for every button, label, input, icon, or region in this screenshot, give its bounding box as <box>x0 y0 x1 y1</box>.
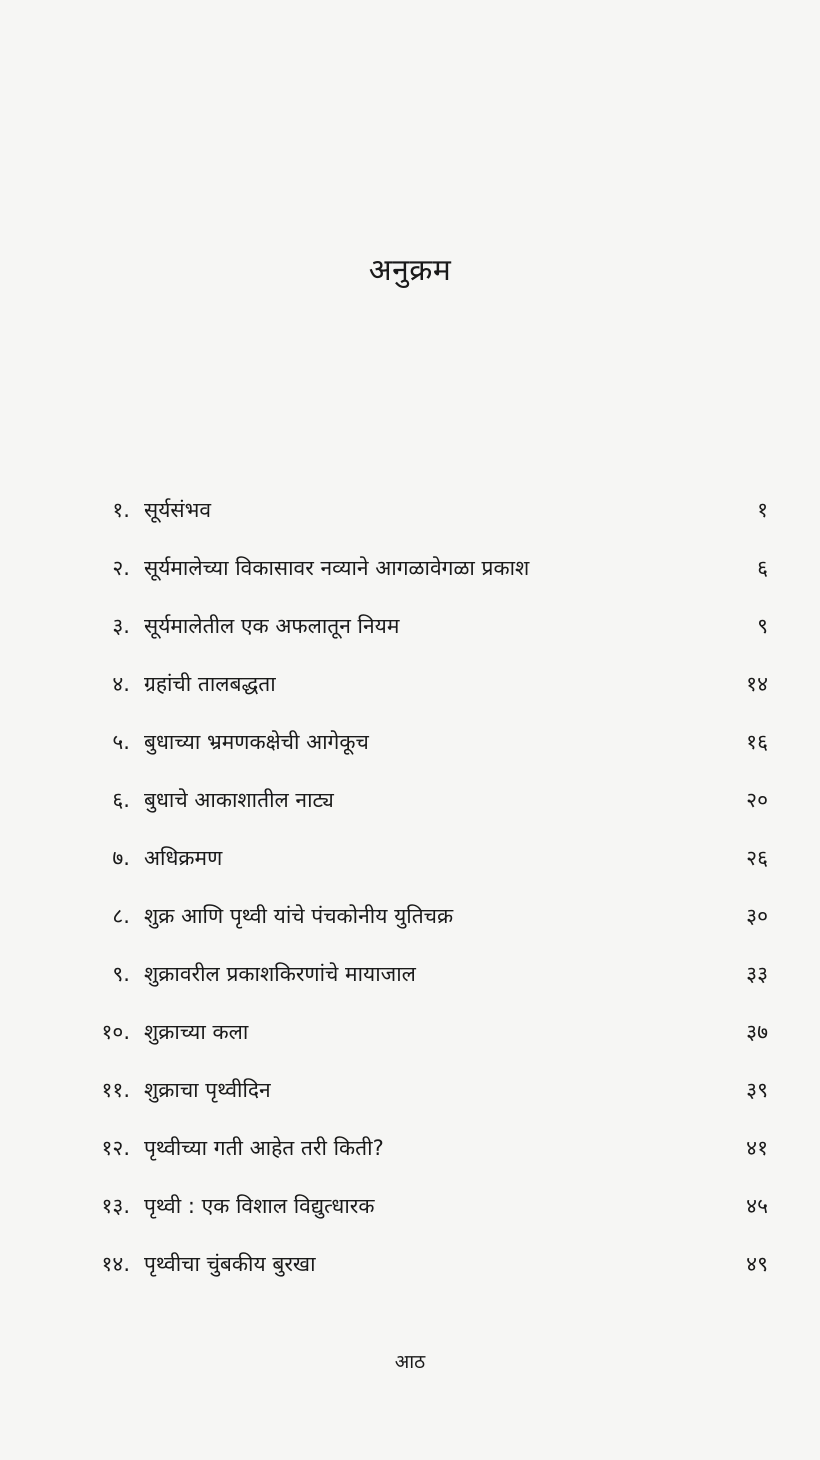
toc-entry-6 <box>68 780 768 838</box>
toc-entry-2 <box>68 548 768 606</box>
toc-entry-title: पृथ्वीचा चुंबकीय बुरखा <box>144 1252 316 1276</box>
toc-entry-page: ४९ <box>746 1252 768 1276</box>
table-of-contents <box>68 490 768 1302</box>
page-folio: आठ <box>394 1351 426 1373</box>
toc-entry-page: ६ <box>757 556 768 580</box>
toc-entry-page: ९ <box>757 614 768 638</box>
toc-entry-page: १६ <box>746 730 768 754</box>
toc-entry-number: १०. <box>101 1020 130 1044</box>
toc-entry-number: ६. <box>112 788 130 812</box>
toc-entry-number: ९. <box>112 962 130 986</box>
toc-entry-number: २. <box>112 556 130 580</box>
toc-entry-9 <box>68 954 768 1012</box>
toc-entry-title: सूर्यमालेतील एक अफलातून नियम <box>144 614 400 638</box>
toc-entry-10 <box>68 1012 768 1070</box>
toc-entry-page: २६ <box>746 846 768 870</box>
toc-entry-title: सूर्यसंभव <box>144 498 212 522</box>
toc-entry-1 <box>68 490 768 548</box>
toc-entry-page: ३० <box>746 904 768 928</box>
toc-entry-title: बुधाच्या भ्रमणकक्षेची आगेकूच <box>144 730 369 754</box>
toc-entry-page: ४५ <box>746 1194 768 1218</box>
toc-entry-number: ५. <box>112 730 130 754</box>
toc-entry-number: १. <box>112 498 130 522</box>
toc-entry-title: अधिक्रमण <box>144 846 223 870</box>
toc-entry-page: ३३ <box>746 962 768 986</box>
toc-entry-14 <box>68 1244 768 1302</box>
toc-entry-title: शुक्राच्या कला <box>144 1020 249 1044</box>
toc-entry-title: शुक्र आणि पृथ्वी यांचे पंचकोनीय युतिचक्र <box>144 904 454 928</box>
toc-entry-title: बुधाचे आकाशातील नाट्य <box>144 788 334 812</box>
toc-entry-title: पृथ्वी : एक विशाल विद्युत्धारक <box>144 1194 375 1218</box>
toc-entry-page: ४१ <box>746 1136 768 1160</box>
toc-entry-title: शुक्रावरील प्रकाशकिरणांचे मायाजाल <box>144 962 416 986</box>
toc-entry-page: २० <box>746 788 768 812</box>
toc-entry-title: शुक्राचा पृथ्वीदिन <box>144 1078 271 1102</box>
toc-entry-12 <box>68 1128 768 1186</box>
toc-entry-4 <box>68 664 768 722</box>
toc-entry-5 <box>68 722 768 780</box>
toc-entry-number: ८. <box>112 904 130 928</box>
toc-entry-number: ३. <box>112 614 130 638</box>
toc-entry-number: १२. <box>101 1136 130 1160</box>
toc-entry-11 <box>68 1070 768 1128</box>
toc-entry-8 <box>68 896 768 954</box>
toc-entry-page: ३७ <box>746 1020 768 1044</box>
toc-entry-number: १३. <box>101 1194 130 1218</box>
toc-entry-7 <box>68 838 768 896</box>
toc-entry-3 <box>68 606 768 664</box>
toc-entry-page: ३९ <box>746 1078 768 1102</box>
toc-entry-page: १४ <box>746 672 768 696</box>
page-title: अनुक्रम <box>368 253 452 288</box>
toc-entry-number: ४. <box>112 672 130 696</box>
toc-entry-number: ७. <box>112 846 130 870</box>
toc-entry-title: पृथ्वीच्या गती आहेत तरी किती? <box>144 1136 384 1160</box>
toc-entry-13 <box>68 1186 768 1244</box>
toc-entry-title: ग्रहांची तालबद्धता <box>144 672 276 696</box>
toc-entry-number: १४. <box>101 1252 130 1276</box>
toc-entry-title: सूर्यमालेच्या विकासावर नव्याने आगळावेगळा प्रकाश <box>144 556 530 580</box>
toc-entry-number: ११. <box>101 1078 130 1102</box>
toc-entry-page: १ <box>757 498 768 522</box>
